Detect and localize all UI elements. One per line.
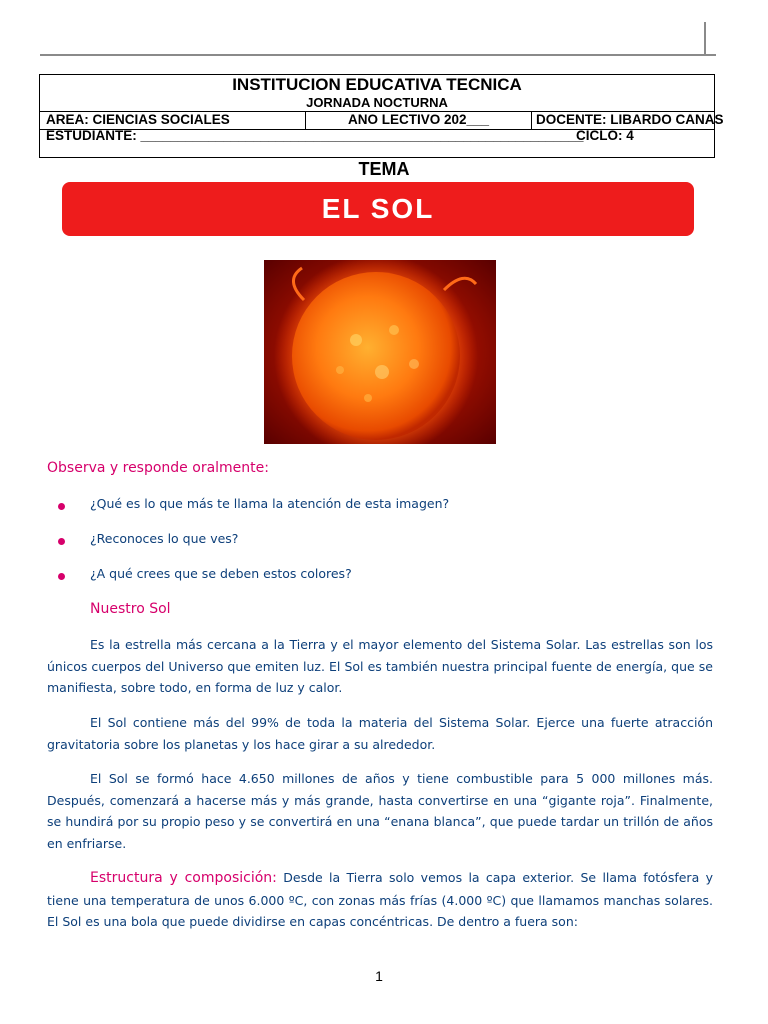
- sun-image: [264, 260, 496, 444]
- bullet-icon: [58, 538, 65, 545]
- docente-cell: DOCENTE: LIBARDO CANAS: [536, 112, 724, 127]
- paragraph-2: [47, 712, 713, 755]
- ano-lectivo-cell: ANO LECTIVO 202___: [305, 112, 532, 129]
- ciclo-field: CICLO: 4: [576, 128, 634, 143]
- nuestro-sol-heading: Nuestro Sol: [90, 601, 171, 617]
- question-3: ¿A qué crees que se deben estos colores?: [90, 566, 352, 581]
- top-rule: [40, 54, 716, 56]
- institution-name: INSTITUCION EDUCATIVA TECNICA: [232, 75, 522, 94]
- sun-illustration: [264, 260, 496, 444]
- paragraph-1-text: Es la estrella más cercana a la Tierra y el mayor elemento del Sistema Solar. Las estrellas son los únicos cuerpos del Universo que emiten luz. El Sol es también nuestra principal fuente de energía, que se manifiesta, sobre todo, en forma de luz y calor.: [47, 637, 713, 695]
- estructura-label: Estructura y composición:: [90, 870, 277, 886]
- bullet-icon: [58, 503, 65, 510]
- corner-mark: [704, 22, 706, 54]
- observa-heading: Observa y responde oralmente:: [47, 460, 269, 476]
- jornada: JORNADA NOCTURNA: [306, 95, 448, 110]
- paragraph-2-text: El Sol contiene más del 99% de toda la materia del Sistema Solar. Ejerce una fuerte atracción gravitatoria sobre los planetas y los hace girar a su alrededor.: [47, 715, 713, 752]
- estudiante-field: ESTUDIANTE: ___________________________________________________________: [46, 128, 584, 143]
- tema-label: TEMA: [358, 159, 410, 179]
- area-cell: AREA: CIENCIAS SOCIALES: [46, 112, 230, 127]
- title-banner: EL SOL: [62, 182, 694, 236]
- paragraph-3-text: El Sol se formó hace 4.650 millones de años y tiene combustible para 5 000 millones más. Después, comenzará a hacerse más y más grande, hasta convertirse en una “gigante roja”. Finalmente, se hundirá por su propio peso y se convertirá en una “enana blanca”, que puede tardar un trillón de años en enfriarse.: [47, 771, 713, 851]
- school-header: [39, 74, 724, 158]
- paragraph-3: [47, 768, 713, 854]
- estructura-paragraph: [47, 867, 713, 933]
- question-2: ¿Reconoces lo que ves?: [90, 531, 239, 546]
- page-number: 1: [375, 968, 383, 984]
- bullet-icon: [58, 573, 65, 580]
- paragraph-1: [47, 634, 713, 699]
- estructura-text: Desde la Tierra solo vemos la capa exterior. Se llama fotósfera y tiene una temperatura de unos 6.000 ºC, con zonas más frías (4.000 ºC) que llamamos manchas solares. El Sol es una bola que puede dividirse en capas concéntricas. De dentro a fuera son:: [47, 870, 713, 929]
- question-1: ¿Qué es lo que más te llama la atención de esta imagen?: [90, 496, 450, 511]
